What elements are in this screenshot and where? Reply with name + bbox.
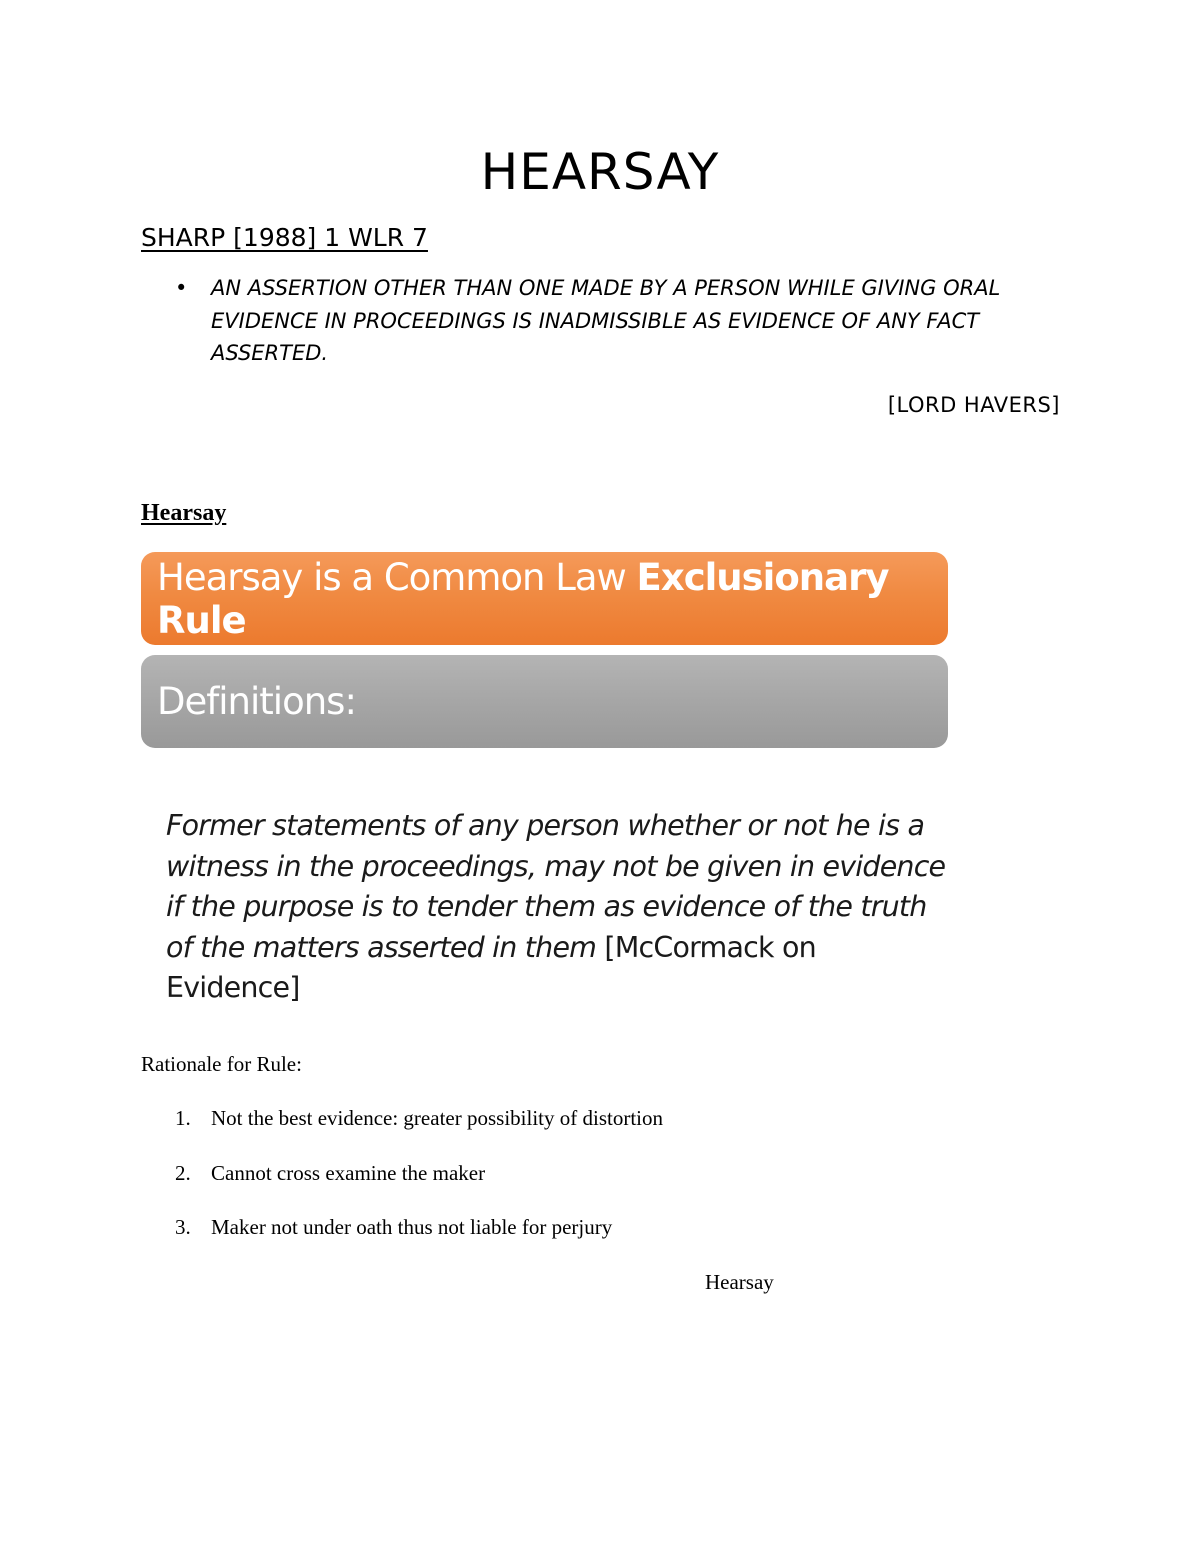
holding-text: AN ASSERTION OTHER THAN ONE MADE BY A PERSON WHILE GIVING ORAL EVIDENCE IN PROCEEDINGS IS INADMISSIBLE AS EVIDENCE OF ANY FACT ASSERTED. (211, 276, 1001, 365)
list-number: 3. (175, 1215, 191, 1239)
rule-banner-text (157, 556, 948, 642)
bullet-icon: • (175, 276, 188, 300)
list-item-text: Cannot cross examine the maker (211, 1160, 486, 1185)
definitions-label: Definitions: (157, 680, 356, 723)
list-number: 2. (175, 1160, 191, 1185)
list-item (141, 272, 1041, 370)
page-title: HEARSAY (480, 143, 720, 201)
footer-label: Hearsay (705, 1270, 774, 1294)
attribution: [LORD HAVERS] (887, 393, 1060, 417)
list-item-text: Not the best evidence: greater possibility of distortion (211, 1106, 663, 1130)
definition-quote (166, 806, 946, 1009)
definitions-banner (141, 655, 948, 748)
rationale-list (141, 1104, 663, 1268)
holding-list (141, 272, 1041, 370)
list-item (141, 1104, 663, 1132)
rule-banner (141, 552, 948, 645)
list-item-text: Maker not under oath thus not liable for perjury (211, 1215, 613, 1239)
rationale-label: Rationale for Rule: (141, 1052, 302, 1076)
case-citation-heading: SHARP [1988] 1 WLR 7 (141, 223, 428, 252)
quote-text: Former statements of any person whether or not he is a witness in the proceedings, may not be given in evidence if the purpose is to tender them as evidence of the truth of the matters asserted in them (166, 809, 946, 964)
quote-source: [McCormack on Evidence] (166, 930, 816, 1004)
list-item (141, 1213, 663, 1241)
section-heading: Hearsay (141, 500, 227, 526)
rule-prefix: Hearsay is a Common Law (157, 555, 637, 599)
list-item (141, 1159, 663, 1187)
list-number: 1. (175, 1106, 191, 1130)
rule-bold-text: Exclusionary Rule (157, 555, 889, 642)
